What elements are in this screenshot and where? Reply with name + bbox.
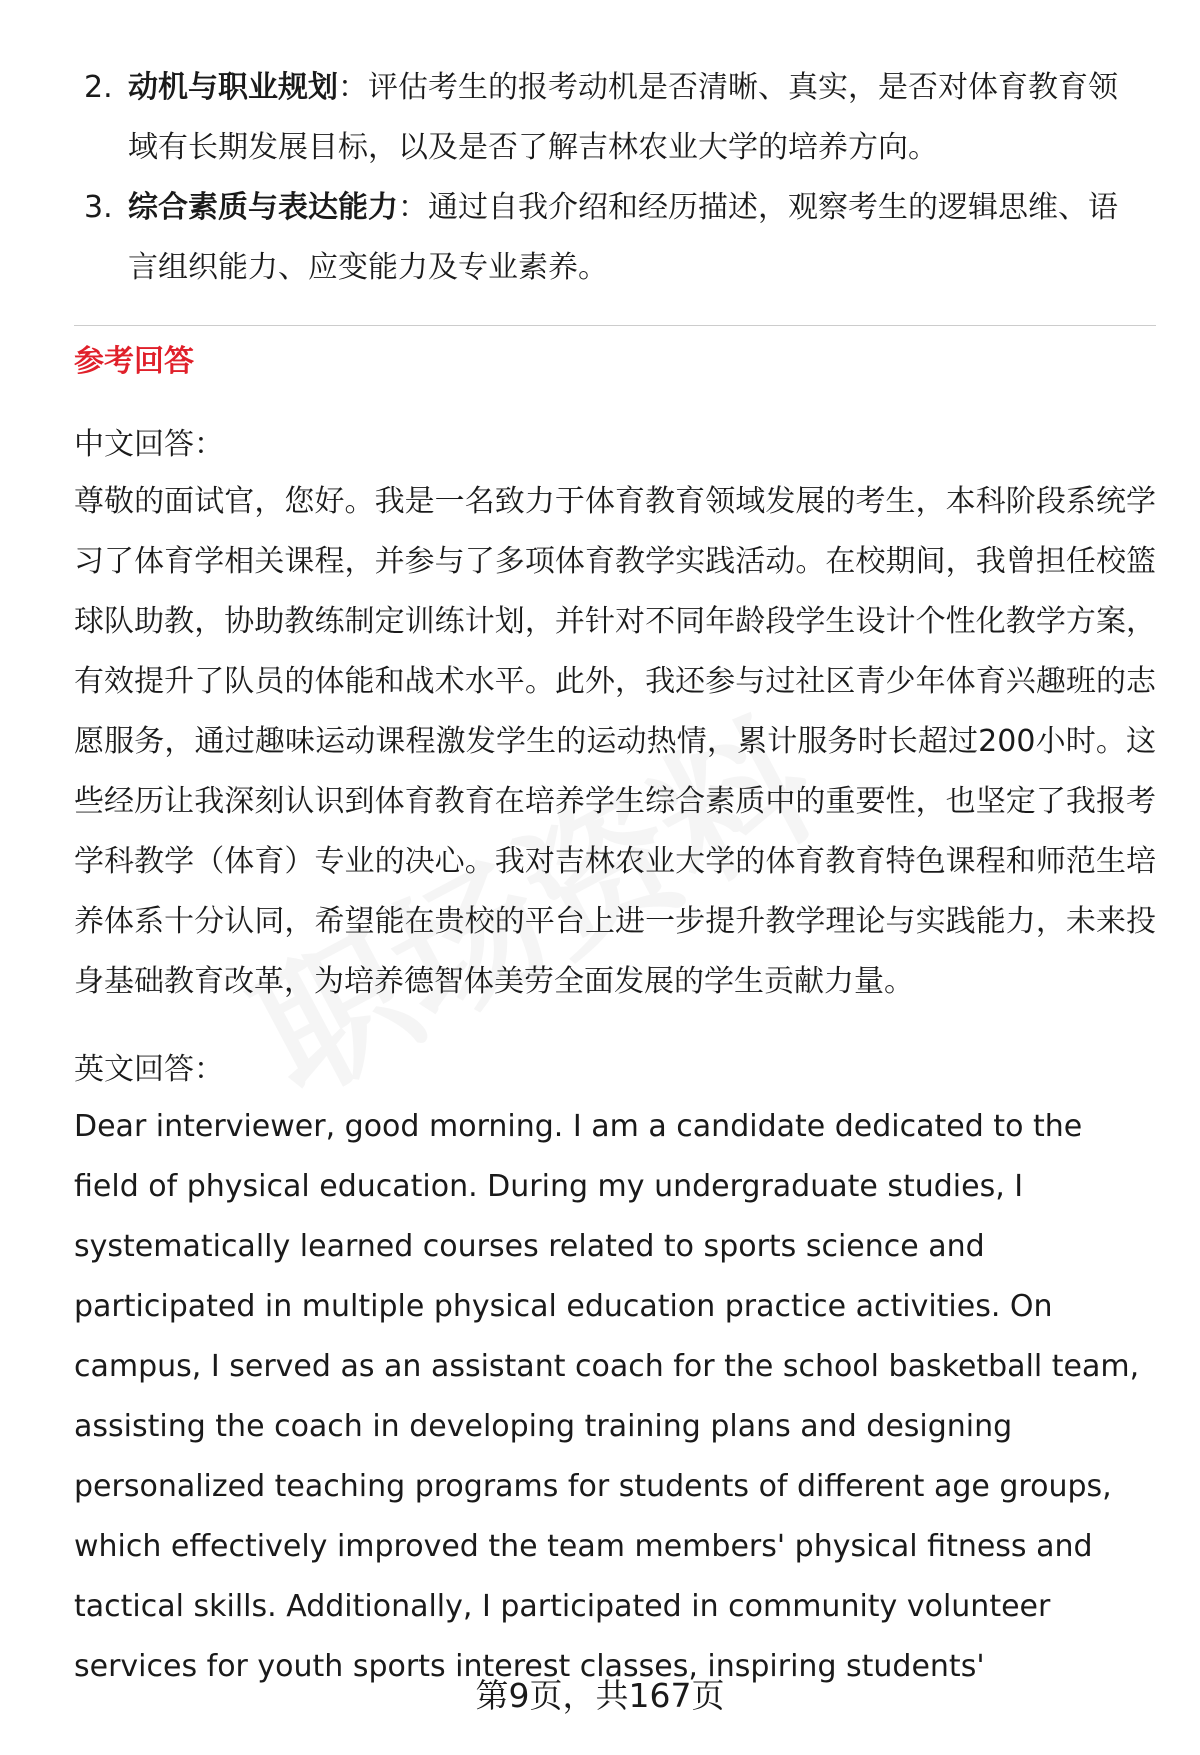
list-text: ：通过自我介绍和经历描述，观察考生的逻辑思维、语言组织能力、应变能力及专业素养。 [128,190,1118,285]
list-number: 3. [84,190,113,225]
english-answer-label: 英文回答： [74,1052,224,1087]
section-heading: 参考回答 [74,344,194,379]
chinese-answer-label: 中文回答： [74,427,224,462]
english-answer-body: Dear interviewer, good morning. I am a candidate dedicated to the field of physical education. During my undergraduate studies, I systematically learned courses related to sports science and participated in multiple physical education practice activities. On campus, I served as an assistant coach for the school basketball team, assisting the coach in developing training plans and designing personalized teaching programs for students of different age groups, which effectively improved the team members' physical fitness and tactical skills. Additionally, I participated in community volunteer services for youth sports interest classes, inspiring students' [74,1109,1140,1684]
list-term: 综合素质与表达能力 [128,190,398,225]
list-text: ：评估考生的报考动机是否清晰、真实，是否对体育教育领域有长期发展目标，以及是否了解吉林农业大学的培养方向。 [128,70,1118,165]
list-term: 动机与职业规划 [128,70,338,105]
page-footer: 第9页，共167页 [475,1676,725,1715]
list-number: 2. [84,70,113,105]
chinese-answer-body: 尊敬的面试官，您好。我是一名致力于体育教育领域发展的考生，本科阶段系统学习了体育学相关课程，并参与了多项体育教学实践活动。在校期间，我曾担任校篮球队助教，协助教练制定训练计划，并针对不同年龄段学生设计个性化教学方案，有效提升了队员的体能和战术水平。此外，我还参与过社区青少年体育兴趣班的志愿服务，通过趣味运动课程激发学生的运动热情，累计服务时长超过200小时。这些经历让我深刻认识到体育教育在培养学生综合素质中的重要性，也坚定了我报考学科教学（体育）专业的决心。我对吉林农业大学的体育教育特色课程和师范生培养体系十分认同，希望能在贵校的平台上进一步提升教学理论与实践能力，未来投身基础教育改革，为培养德智体美劳全面发展的学生贡献力量。 [74,484,1156,999]
list-item [84,58,1144,178]
section-divider [74,325,1156,326]
criteria-list [84,58,1144,298]
list-item [84,178,1144,298]
